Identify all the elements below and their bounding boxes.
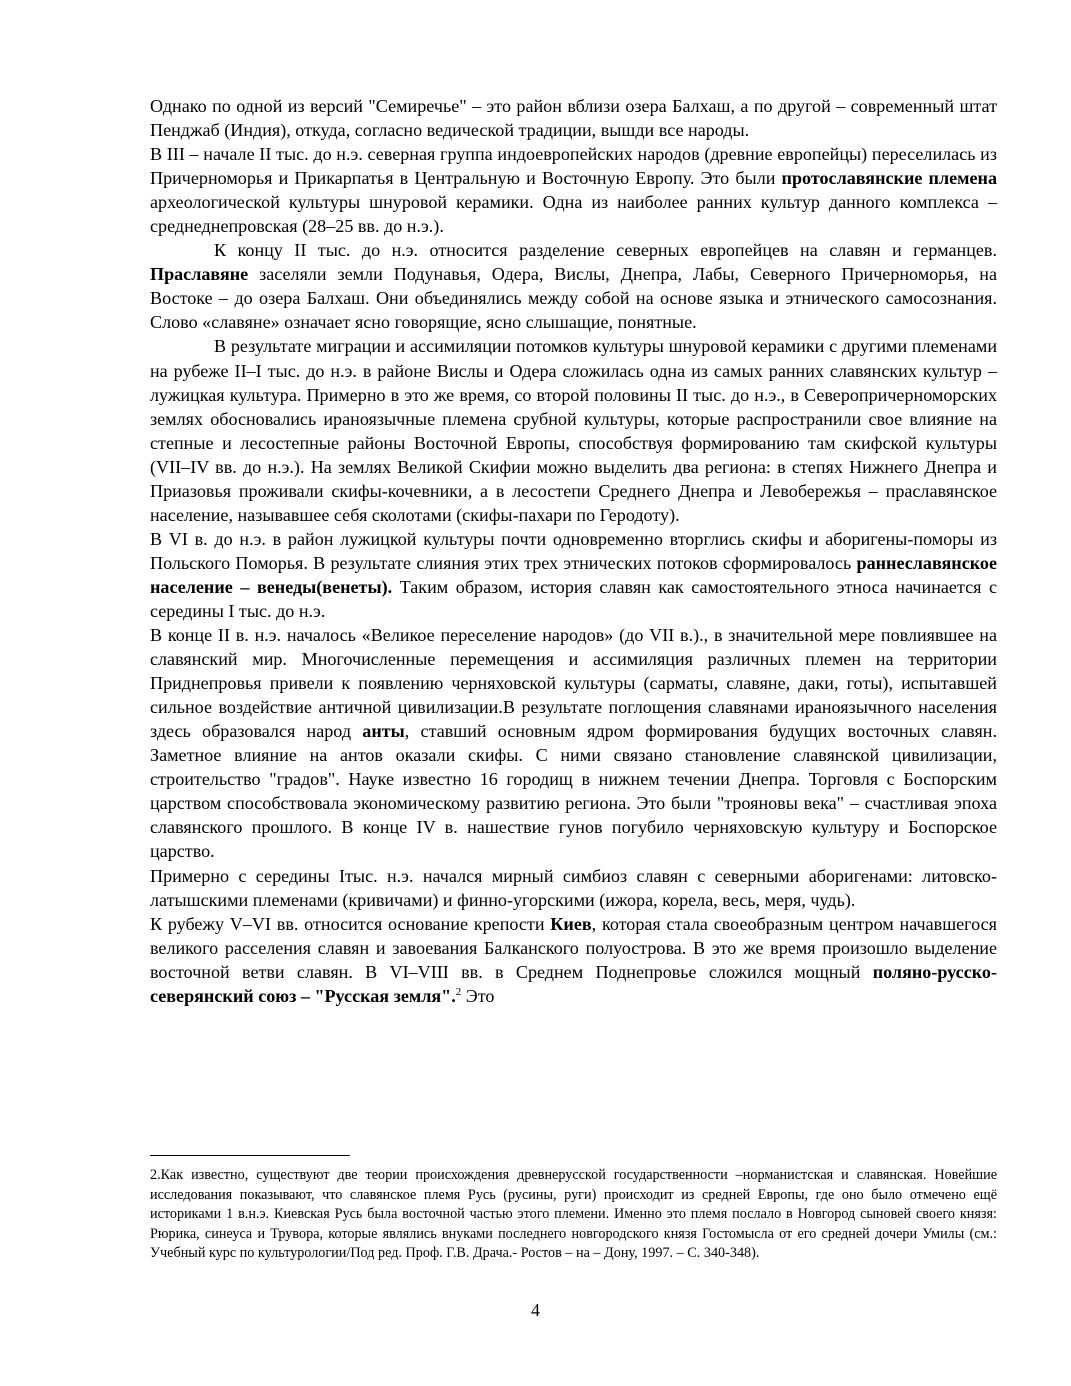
text-run: археологической культуры шнуровой керамики. Одна из наиболее ранних культур данного комплекса – среднеднепровская (28–25 вв. до н.э.). — [150, 192, 997, 237]
paragraph-6 — [150, 623, 997, 863]
paragraph-3 — [150, 238, 997, 334]
paragraph-4 — [150, 334, 997, 526]
text-run: Однако по одной из версий "Семиречье" – это район вблизи озера Балхаш, а по другой – современный штат Пенджаб (Индия), откуда, согласно ведической традиции, вышди все народы. — [150, 96, 997, 141]
paragraph-5 — [150, 527, 997, 623]
bold-term-russkaya-zemlya: поляно-русско-северянский союз – "Русская земля". — [150, 961, 997, 1006]
footnote-reference[interactable]: 2 — [455, 985, 462, 998]
text-run: Таким образом, история славян как самостоятельного этноса начинается с середины I тыс. до н.э. — [150, 576, 998, 621]
text-run: К концу II тыс. до н.э. относится разделение северных европейцев на славян и германцев. — [214, 240, 997, 261]
text-run: , ставший основным ядром формирования будущих восточных славян. Заметное влияние на антов оказали скифы. С ними связано становление славянской цивилизации, строительство "градов". Науке известно 16 городищ в нижнем течении Днепра. Торговля с Боспорским царством способствовала экономическому развитию региона. Это были "трояновы века" – счастливая эпоха славянского прошлого. В конце IV в. нашествие гунов погубило черняховскую культуру и Боспорское царство. — [150, 721, 998, 862]
text-run: Это — [461, 985, 495, 1006]
bold-term-praslavyane: Праславяне — [150, 264, 249, 285]
text-run: В III – начале II тыс. до н.э. северная группа индоевропейских народов (древние европейцы) переселилась из Причерноморья и Прикарпатья в Центральную и Восточную Европу. Это были — [150, 144, 997, 189]
paragraph-7 — [150, 864, 997, 912]
text-run: В результате миграции и ассимиляции потомков культуры шнуровой керамики с другими племенами на рубеже II–I тыс. до н.э. в районе Вислы и Одера сложилась одна из самых ранних славянских культур – лужицкая культура. Примерно в это же время, со второй половины II тыс. до н.э., в Северопричерноморских землях обосновались ираноязычные племена срубной культуры, которые распространили свое влияние на степные и лесостепные районы Восточной Европы, способствуя формированию там скифской культуры (VII–IV вв. до н.э.). На землях Великой Скифии можно выделить два региона: в степях Нижнего Днепра и Приазовья проживали скифы-кочевники, а в лесостепи Среднего Днепра и Левобережья – праславянское население, называвшее себя сколотами (скифы-пахари по Геродоту). — [150, 336, 997, 525]
bold-term-anty: анты — [362, 721, 405, 742]
text-run: В конце II в. н.э. началось «Великое переселение народов» (до VII в.)., в значительной мере повлиявшее на славянский мир. Многочисленные перемещения и ассимиляция различных племен на территории Приднепровья привели к появлению черняховской культуры (сарматы, славяне, даки, готы), испытавшей сильное воздействие античной цивилизации.В результате поглощения славянами ираноязычного населения здесь образовался народ — [150, 625, 997, 742]
paragraph-8 — [150, 912, 997, 1008]
text-run: К рубежу V–VI вв. относится основание крепости — [150, 913, 551, 934]
main-text — [150, 94, 997, 1008]
paragraph-1 — [150, 94, 997, 142]
text-run: , которая стала своеобразным центром начавшегося великого расселения славян и завоевания Балканского полуострова. В это же время произошло выделение восточной ветви славян. В VI–VIII вв. в Среднем Поднепровье сложился мощный — [150, 913, 997, 982]
text-run: Примерно с середины Iтыс. н.э. начался мирный симбиоз славян с северными аборигенами: литовско-латышскими племенами (кривичами) и финно-угорскими (ижора, корела, весь, меря, чудь). — [150, 865, 997, 910]
footnote-separator — [150, 1155, 350, 1156]
footnote: 2.Как известно, существуют две теории происхождения древнерусской государственности –норманистская и славянская. Новейшие исследования показывают, что славянское племя Русь (русины, руги) происходит из средней Европы, где оно было отмечено ещё историками 1 в.н.э. Киевская Русь была восточной частью этого племени. Именно это племя послало в Новгород сыновей своего князя: Рюрика, синеуса и Трувора, которые являлись внуками последнего новгородского князя Гостомысла от его средней дочери Умилы (см.: Учебный курс по культурологии/Под ред. Проф. Г.В. Драча.- Ростов – на – Дону, 1997. – С. 340-348). — [150, 1167, 997, 1262]
bold-term-protoslavic: протославянские племена — [781, 168, 997, 189]
bold-term-vendy: раннеславянское население – венеды(венеты). — [150, 552, 997, 597]
bold-term-kiev: Киев — [550, 913, 592, 934]
text-run: В VI в. до н.э. в район лужицкой культуры почти одновременно вторглись скифы и аборигены-поморы из Польского Поморья. В результате слияния этих трех этнических потоков сформировалось — [150, 528, 997, 573]
text-run: заселяли земли Подунавья, Одера, Вислы, Днепра, Лабы, Северного Причерноморья, на Востоке – до озера Балхаш. Они объединялись между собой на основе языка и этнического самосознания. Слово «славяне» означает ясно говорящие, ясно слышащие, понятные. — [150, 264, 997, 333]
page-number: 4 — [531, 1300, 540, 1320]
paragraph-2 — [150, 142, 997, 238]
document-page — [150, 94, 997, 1008]
